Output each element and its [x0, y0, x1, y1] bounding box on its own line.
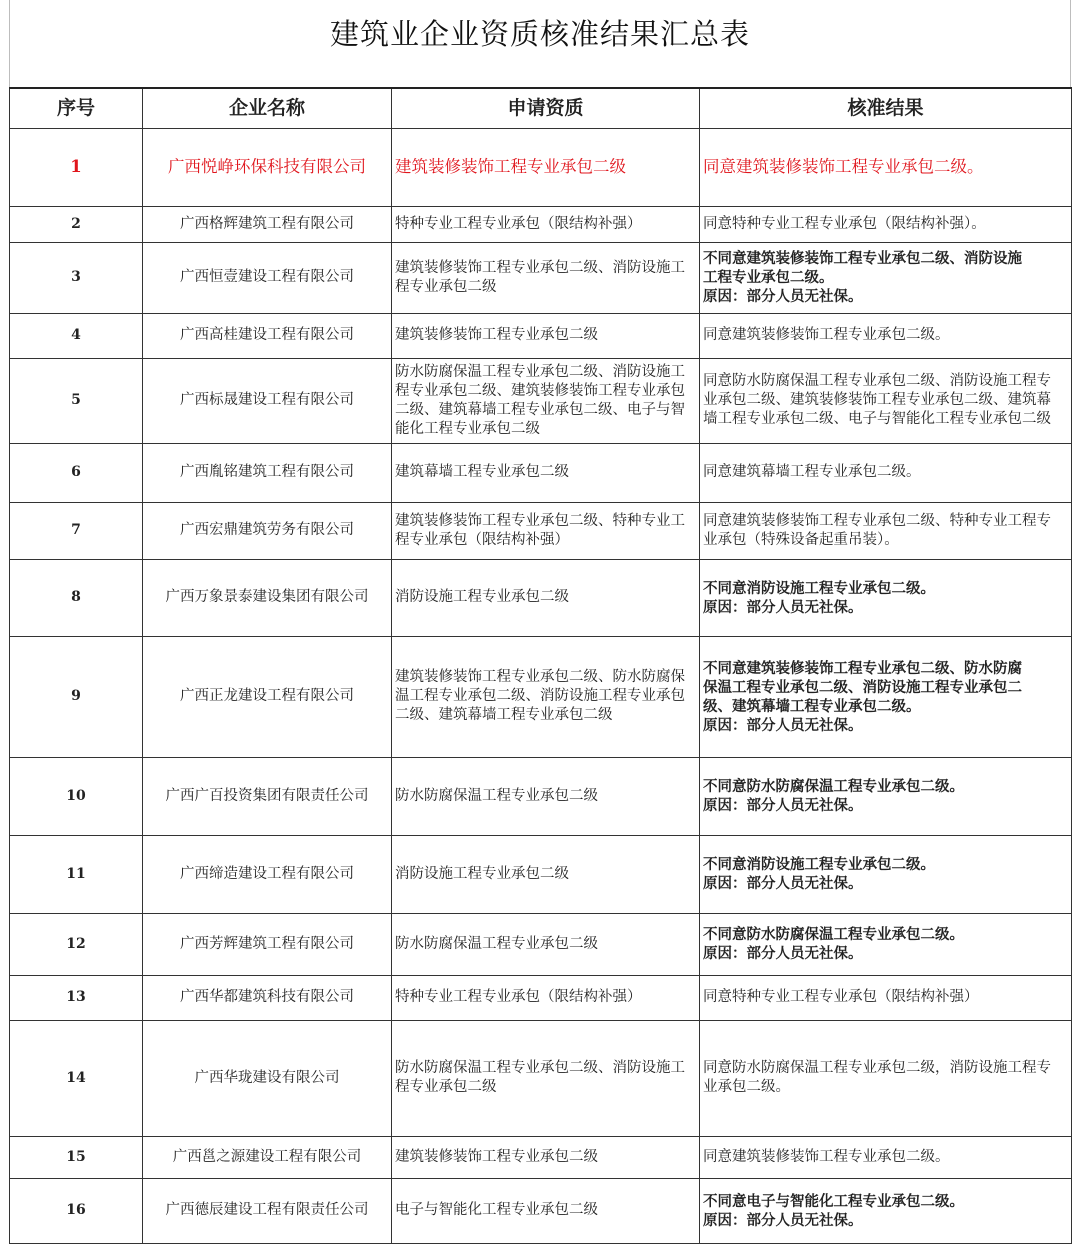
result-line: 墙工程专业承包二级、电子与智能化工程专业承包二级: [703, 411, 1051, 427]
applied-qualification: [392, 1020, 700, 1136]
row-number: 15: [10, 1136, 143, 1178]
applied-line: 程专业承包（限结构补强）: [395, 531, 569, 548]
row-number: 6: [10, 443, 143, 502]
result-line: 业承包二级。: [703, 1079, 790, 1095]
applied-line: 建筑装修装饰工程专业承包二级、防水防腐保: [395, 669, 685, 685]
table-row: [10, 206, 1072, 242]
approval-result: [700, 636, 1072, 757]
table-row: [10, 1020, 1072, 1136]
company-name: 广西恒壹建设工程有限公司: [143, 242, 392, 313]
result-line: 原因：部分人员无社保。: [703, 598, 863, 616]
company-name: 广西芳辉建筑工程有限公司: [143, 913, 392, 975]
applied-line: 程专业承包二级、建筑装修装饰工程专业承包: [395, 382, 685, 399]
result-line: 同意建筑装修装饰工程专业承包二级、特种专业工程专: [703, 512, 1051, 529]
company-name: 广西高桂建设工程有限公司: [143, 313, 392, 358]
result-line: 同意防水防腐保温工程专业承包二级，消防设施工程专: [703, 1060, 1051, 1076]
table-row: [10, 559, 1072, 636]
result-line: 原因：部分人员无社保。: [703, 875, 863, 892]
applied-line: 程专业承包二级: [395, 278, 497, 295]
applied-line: 消防设施工程专业承包二级: [395, 865, 569, 882]
applied-line: 特种专业工程专业承包（限结构补强）: [395, 989, 642, 1005]
table-row: [10, 443, 1072, 502]
applied-qualification: [392, 559, 700, 636]
applied-qualification: [392, 128, 700, 206]
result-line: 不同意防水防腐保温工程专业承包二级。: [703, 926, 964, 943]
result-line: 不同意消防设施工程专业承包二级。: [703, 856, 935, 873]
result-line: 级、建筑幕墙工程专业承包二级。: [703, 697, 921, 715]
approval-result: [700, 975, 1072, 1020]
applied-qualification: [392, 913, 700, 975]
row-number: 16: [10, 1178, 143, 1243]
company-name: 广西邕之源建设工程有限公司: [143, 1136, 392, 1178]
applied-line: 建筑装修装饰工程专业承包二级: [395, 1148, 598, 1165]
table-row: [10, 1178, 1072, 1243]
result-line: 不同意电子与智能化工程专业承包二级。: [703, 1192, 964, 1210]
column-header-no: 序号: [10, 88, 143, 128]
result-line: 原因：部分人员无社保。: [703, 288, 863, 305]
approval-result: [700, 913, 1072, 975]
table-row: [10, 1136, 1072, 1178]
result-line: 不同意消防设施工程专业承包二级。: [703, 579, 935, 597]
company-name: 广西胤铭建筑工程有限公司: [143, 443, 392, 502]
table-row: [10, 757, 1072, 835]
company-name: 广西宏鼎建筑劳务有限公司: [143, 502, 392, 559]
table-row: [10, 358, 1072, 443]
approval-result: [700, 835, 1072, 913]
table-row: [10, 975, 1072, 1020]
row-number: 13: [10, 975, 143, 1020]
approval-result: [700, 502, 1072, 559]
row-number: 5: [10, 358, 143, 443]
applied-qualification: [392, 502, 700, 559]
approval-result: [700, 559, 1072, 636]
applied-line: 消防设施工程专业承包二级: [395, 589, 569, 605]
result-line: 同意特种专业工程专业承包（限结构补强）: [703, 989, 979, 1005]
applied-line: 二级、建筑幕墙工程专业承包二级、电子与智: [395, 401, 685, 418]
table-row: [10, 128, 1072, 206]
applied-qualification: [392, 757, 700, 835]
company-name: 广西德辰建设工程有限责任公司: [143, 1178, 392, 1243]
applied-line: 建筑装修装饰工程专业承包二级: [395, 157, 626, 176]
applied-qualification: [392, 1178, 700, 1243]
approval-result: [700, 242, 1072, 313]
applied-line: 程专业承包二级: [395, 1079, 497, 1095]
result-line: 不同意防水防腐保温工程专业承包二级。: [703, 778, 964, 795]
row-number: 11: [10, 835, 143, 913]
result-line: 原因：部分人员无社保。: [703, 716, 863, 734]
applied-qualification: [392, 443, 700, 502]
applied-line: 能化工程专业承包二级: [395, 420, 540, 437]
applied-qualification: [392, 835, 700, 913]
result-line: 同意建筑装修装饰工程专业承包二级。: [703, 327, 950, 343]
applied-line: 防水防腐保温工程专业承包二级、消防设施工: [395, 1060, 685, 1076]
approval-result: [700, 1136, 1072, 1178]
result-line: 同意特种专业工程专业承包（限结构补强）。: [703, 215, 986, 232]
company-name: 广西华都建筑科技有限公司: [143, 975, 392, 1020]
applied-qualification: [392, 636, 700, 757]
company-name: 广西正龙建设工程有限公司: [143, 636, 392, 757]
result-line: 原因：部分人员无社保。: [703, 1211, 863, 1229]
row-number: 2: [10, 206, 143, 242]
row-number: 12: [10, 913, 143, 975]
result-line: 不同意建筑装修装饰工程专业承包二级、防水防腐: [703, 659, 1022, 677]
row-number: 14: [10, 1020, 143, 1136]
result-line: 同意防水防腐保温工程专业承包二级、消防设施工程专: [703, 373, 1051, 389]
column-header-result: 核准结果: [700, 88, 1072, 128]
approval-result: [700, 443, 1072, 502]
column-header-company: 企业名称: [143, 88, 392, 128]
company-name: 广西悦峥环保科技有限公司: [143, 128, 392, 206]
company-name: 广西格辉建筑工程有限公司: [143, 206, 392, 242]
result-line: 原因：部分人员无社保。: [703, 945, 863, 962]
applied-qualification: [392, 206, 700, 242]
result-line: 同意建筑装修装饰工程专业承包二级。: [703, 1148, 950, 1165]
table-row: [10, 835, 1072, 913]
applied-line: 建筑装修装饰工程专业承包二级、特种专业工: [395, 512, 685, 529]
approval-result: [700, 757, 1072, 835]
applied-line: 建筑装修装饰工程专业承包二级: [395, 327, 598, 343]
row-number: 3: [10, 242, 143, 313]
applied-line: 特种专业工程专业承包（限结构补强）: [395, 215, 642, 232]
approval-result: [700, 358, 1072, 443]
result-line: 同意建筑装修装饰工程专业承包二级。: [703, 157, 984, 176]
table-row: [10, 242, 1072, 313]
applied-line: 防水防腐保温工程专业承包二级: [395, 787, 598, 804]
approval-result: [700, 206, 1072, 242]
table-row: [10, 636, 1072, 757]
title-area: [9, 0, 1071, 87]
row-number: 1: [10, 128, 143, 206]
applied-qualification: [392, 975, 700, 1020]
row-number: 4: [10, 313, 143, 358]
result-line: 工程专业承包二级。: [703, 269, 834, 286]
company-name: 广西广百投资集团有限责任公司: [143, 757, 392, 835]
result-line: 原因：部分人员无社保。: [703, 797, 863, 814]
results-table: [9, 87, 1072, 1244]
row-number: 10: [10, 757, 143, 835]
table-body: [10, 128, 1072, 1243]
applied-qualification: [392, 242, 700, 313]
approval-result: [700, 1178, 1072, 1243]
row-number: 9: [10, 636, 143, 757]
header-row: [10, 88, 1072, 128]
applied-line: 建筑装修装饰工程专业承包二级、消防设施工: [395, 259, 685, 276]
table-row: [10, 502, 1072, 559]
applied-line: 建筑幕墙工程专业承包二级: [395, 464, 569, 480]
company-name: 广西华珑建设有限公司: [143, 1020, 392, 1136]
applied-line: 温工程专业承包二级、消防设施工程专业承包: [395, 688, 685, 704]
result-line: 保温工程专业承包二级、消防设施工程专业承包二: [703, 678, 1022, 696]
table-row: [10, 913, 1072, 975]
applied-qualification: [392, 313, 700, 358]
company-name: 广西缔造建设工程有限公司: [143, 835, 392, 913]
result-line: 业承包二级、建筑装修装饰工程专业承包二级、建筑幕: [703, 392, 1051, 408]
approval-result: [700, 313, 1072, 358]
applied-line: 二级、建筑幕墙工程专业承包二级: [395, 707, 613, 723]
company-name: 广西标晟建设工程有限公司: [143, 358, 392, 443]
result-line: 业承包（特殊设备起重吊装）。: [703, 531, 899, 548]
applied-line: 防水防腐保温工程专业承包二级、消防设施工: [395, 363, 685, 380]
company-name: 广西万象景泰建设集团有限公司: [143, 559, 392, 636]
approval-result: [700, 128, 1072, 206]
column-header-applied: 申请资质: [392, 88, 700, 128]
applied-line: 防水防腐保温工程专业承包二级: [395, 935, 598, 952]
approval-result: [700, 1020, 1072, 1136]
applied-line: 电子与智能化工程专业承包二级: [395, 1202, 598, 1218]
result-line: 不同意建筑装修装饰工程专业承包二级、消防设施: [703, 250, 1022, 267]
summary-sheet: [9, 0, 1071, 1244]
applied-qualification: [392, 358, 700, 443]
row-number: 8: [10, 559, 143, 636]
table-row: [10, 313, 1072, 358]
page-title: 建筑业企业资质核准结果汇总表: [329, 17, 750, 51]
applied-qualification: [392, 1136, 700, 1178]
row-number: 7: [10, 502, 143, 559]
result-line: 同意建筑幕墙工程专业承包二级。: [703, 464, 921, 480]
